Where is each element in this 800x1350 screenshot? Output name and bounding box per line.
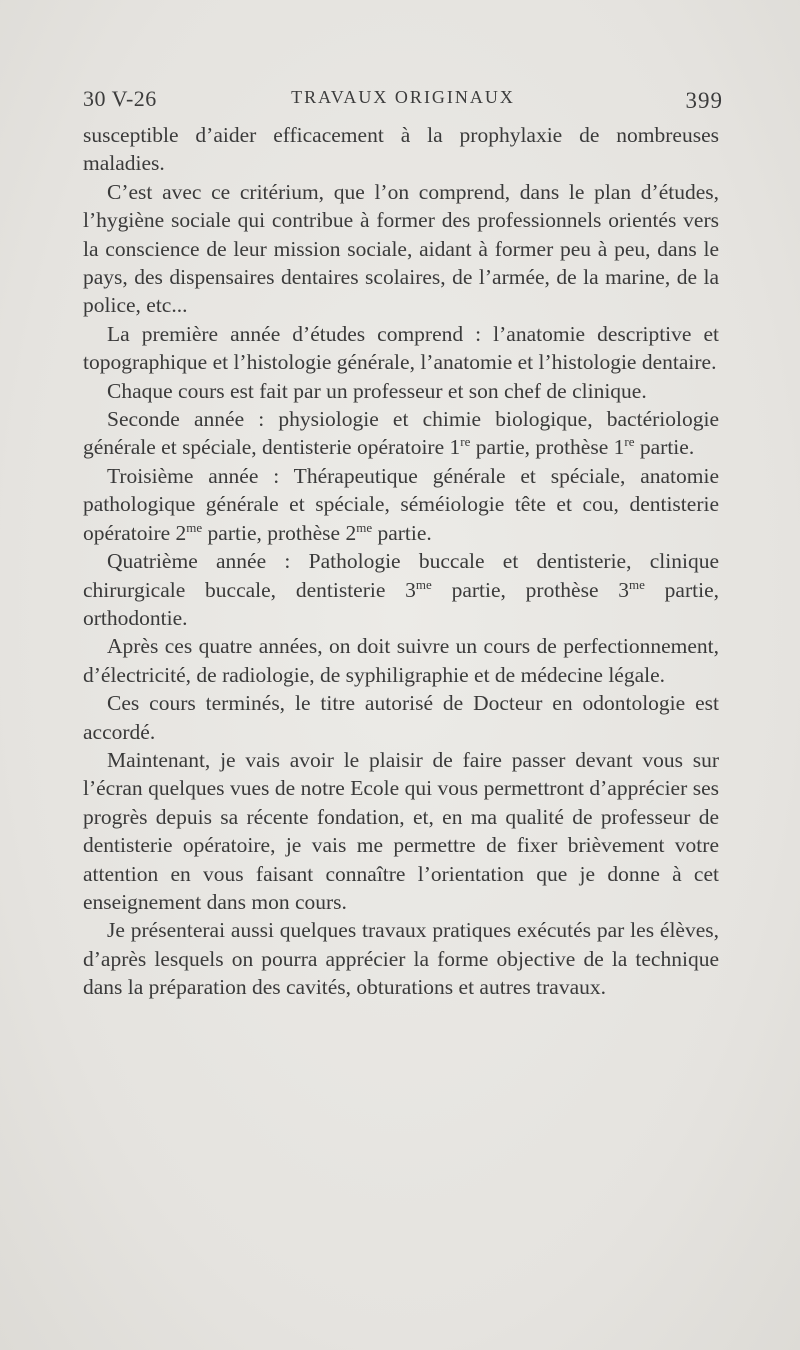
body-text	[83, 121, 719, 1002]
text-span: Troisième année : Thérapeutique générale et spéciale, anatomie pathologique générale et spéciale, séméiologie tête et cou, dentisterie opératoire 2	[83, 463, 719, 545]
text-span: Quatrième année : Pathologie buccale et dentisterie, clinique chirurgicale buccale, dentisterie 3	[83, 549, 719, 602]
text-span: partie.	[372, 520, 432, 545]
paragraph-third-year	[83, 462, 719, 547]
text-span: Seconde année : physiologie et chimie biologique, bactériologie générale et spéciale, dentisterie opératoire 1	[83, 407, 719, 460]
text-span: partie, prothèse 1	[470, 435, 625, 460]
page-header	[83, 86, 723, 116]
header-reference: 30 V-26	[83, 86, 157, 111]
paragraph-practical-work: Je présenterai aussi quelques travaux pratiques exécutés par les élèves, d’après lesquels on pourra apprécier la forme objective de la technique dans la préparation des cavités, obturations et autres travaux.	[83, 918, 719, 1000]
superscript: me	[415, 576, 432, 592]
paragraph-continuation: susceptible d’aider efficacement à la prophylaxie de nombreuses maladies.	[83, 123, 719, 176]
superscript: re	[460, 434, 471, 450]
paragraph-title-awarded: Ces cours terminés, le titre autorisé de Docteur en odontologie est accordé.	[83, 691, 719, 744]
superscript: me	[629, 576, 645, 592]
paragraph-first-year: La première année d’études comprend : l’anatomie descriptive et topographique et l’histologie générale, l’anatomie et l’histologie dentaire.	[83, 321, 719, 375]
text-span: partie, prothèse 2	[202, 520, 357, 545]
paragraph-fourth-year	[83, 547, 719, 632]
text-span: partie.	[634, 435, 695, 460]
superscript: re	[624, 434, 635, 450]
superscript: me	[186, 519, 203, 535]
page-number: 399	[685, 88, 723, 113]
paragraph-courses: Chaque cours est fait par un professeur et son chef de clinique.	[107, 378, 647, 403]
paragraph-presentation: Maintenant, je vais avoir le plaisir de faire passer devant vous sur l’écran quelques vues de notre Ecole qui vous permettront d’apprécier ses progrès depuis sa récente fondation, et, en ma qualité de professeur de dentisterie opératoire, je vais me permettre de fixer brièvement votre attention en vous faisant connaître l’orientation que je donne à cet enseignement dans mon cours.	[83, 747, 719, 914]
text-span: partie, prothèse 3	[431, 577, 630, 602]
paragraph-criterium: C’est avec ce critérium, que l’on comprend, dans le plan d’études, l’hygiène sociale qui contribue à former des professionnels orientés vers la conscience de leur mission sociale, aidant à former peu à peu, dans le pays, des dispensaires dentaires scolaires, de l’armée, de la marine, de la police, etc...	[83, 179, 719, 318]
superscript: me	[356, 519, 373, 535]
paragraph-perfectionnement: Après ces quatre années, on doit suivre un cours de perfectionnement, d’électricité, de radiologie, de syphiligraphie et de médecine légale.	[83, 634, 719, 687]
running-title: TRAVAUX ORIGINAUX	[291, 87, 515, 107]
text-span: partie, orthodontie.	[83, 577, 719, 630]
paragraph-second-year	[83, 405, 719, 462]
